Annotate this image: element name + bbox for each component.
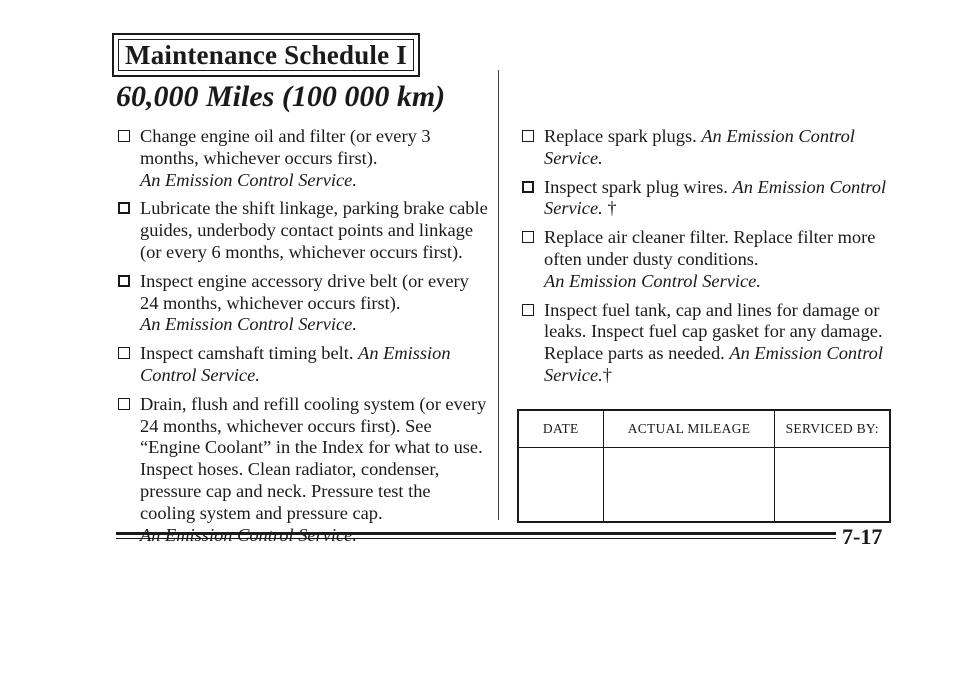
column-header-serviced-by: SERVICED BY: <box>775 410 890 448</box>
checkbox-icon[interactable] <box>522 181 534 193</box>
left-column <box>116 126 488 553</box>
item-service-note: An Emission Control Service. <box>140 169 357 190</box>
footer-rule <box>116 532 836 535</box>
section-title-box <box>112 33 420 77</box>
item-text: Inspect engine accessory drive belt (or every 24 months, whichever occurs first). <box>140 270 469 313</box>
table-row <box>518 448 890 523</box>
column-divider <box>498 70 499 520</box>
table-header-row <box>518 410 890 448</box>
checklist-item <box>520 300 890 387</box>
checkbox-icon[interactable] <box>522 304 534 316</box>
checkbox-icon[interactable] <box>118 130 130 142</box>
checkbox-icon[interactable] <box>118 347 130 359</box>
item-text: Inspect fuel tank, cap and lines for damage or leaks. Inspect fuel cap gasket for any damage. Replace parts as needed. <box>544 299 883 364</box>
item-text: Replace spark plugs. <box>544 126 697 146</box>
item-service-note: An Emission Control Service. <box>544 176 887 219</box>
serviced-by-entry-cell[interactable] <box>775 448 890 523</box>
date-entry-cell[interactable] <box>518 448 603 523</box>
checklist-item <box>520 177 890 221</box>
checkbox-icon[interactable] <box>118 275 130 287</box>
item-service-note: An Emission Control Service. <box>140 314 357 335</box>
dagger-mark: † <box>602 364 612 385</box>
item-text: Change engine oil and filter (or every 3 months, whichever occurs first). <box>140 126 431 168</box>
checklist-item <box>116 126 488 191</box>
checklist-item <box>116 271 488 336</box>
footer-rule-thin <box>116 538 836 539</box>
dagger-mark: † <box>607 198 617 219</box>
item-text: Lubricate the shift linkage, parking brake cable guides, underbody contact points and linkage (or every 6 months, whichever occurs first). <box>140 198 488 262</box>
item-service-note: An Emission Control Service. <box>544 343 883 385</box>
item-service-note: An Emission Control Service. <box>544 126 855 168</box>
item-text: Inspect camshaft timing belt. <box>140 343 354 364</box>
checklist-item <box>520 227 890 292</box>
item-service-note: An Emission Control Service. <box>544 270 761 291</box>
checkbox-icon[interactable] <box>522 231 534 243</box>
item-service-note: An Emission Control Service. <box>140 343 451 385</box>
column-header-date: DATE <box>518 410 603 448</box>
item-text: Replace air cleaner filter. Replace filter more often under dusty conditions. <box>544 227 876 269</box>
service-log-table <box>517 409 891 523</box>
checkbox-icon[interactable] <box>118 202 130 214</box>
section-title: Maintenance Schedule I <box>118 39 414 71</box>
checklist-item <box>116 343 488 387</box>
checklist-item <box>116 198 488 263</box>
checkbox-icon[interactable] <box>118 398 130 410</box>
interval-heading: 60,000 Miles (100 000 km) <box>116 80 446 113</box>
item-text: Inspect spark plug wires. <box>544 176 728 197</box>
right-column <box>520 126 890 394</box>
item-text: Drain, flush and refill cooling system (or every 24 months, whichever occurs first). See “Engine Coolant” in the Index for what to use. Inspect hoses. Clean radiator, condenser, pressure cap and neck. Pressure test the cooling system and pressure cap. <box>140 393 487 523</box>
page-number: 7-17 <box>842 524 883 549</box>
checklist-item <box>520 126 890 170</box>
mileage-entry-cell[interactable] <box>603 448 775 523</box>
checkbox-icon[interactable] <box>522 130 534 142</box>
column-header-mileage: ACTUAL MILEAGE <box>603 410 775 448</box>
checklist-item <box>116 394 488 547</box>
